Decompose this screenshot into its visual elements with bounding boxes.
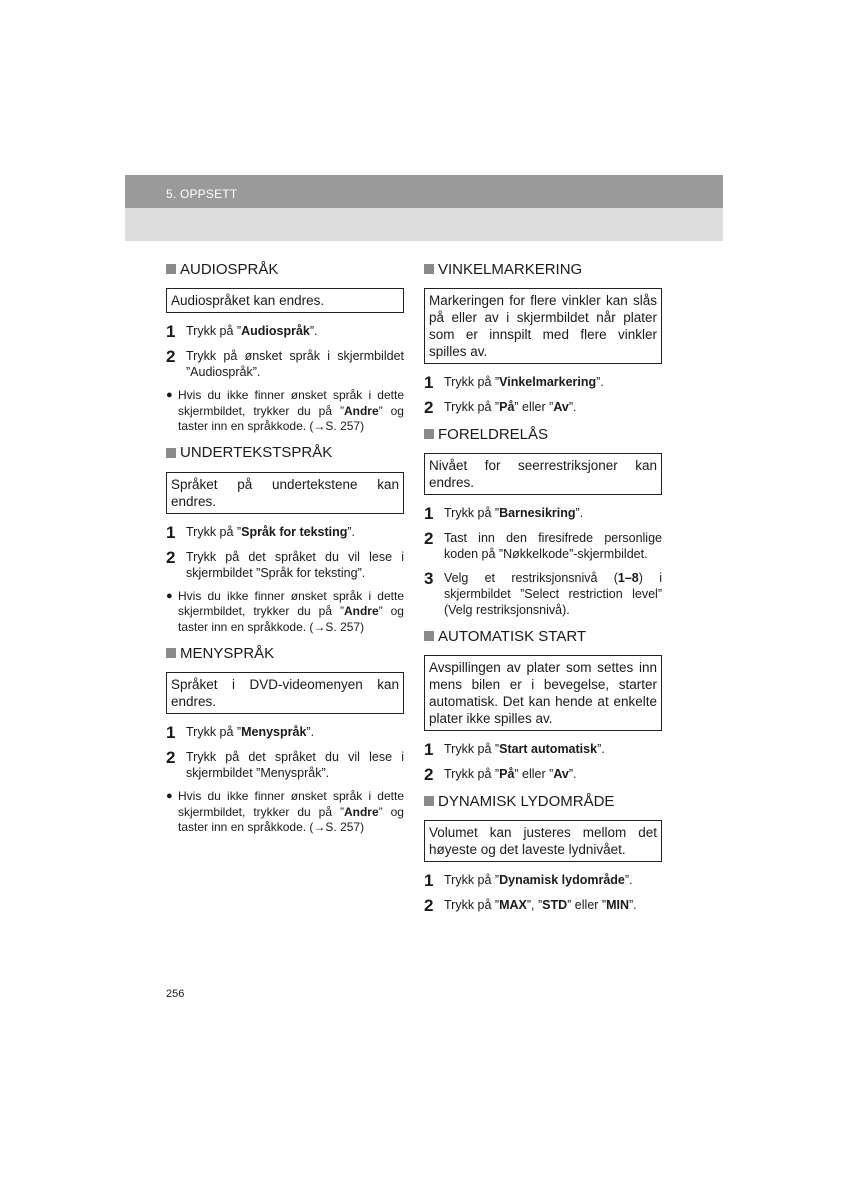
round-bullet-icon: ● [166,790,173,802]
note: ● Hvis du ikke finner ønsket språk i dette skjermbildet, trykker du på ”Andre” og taster inn en språkkode. (→S. 257) [166,789,404,834]
square-bullet-icon [424,796,434,806]
step-1: 1 Trykk på ”Vinkelmarkering”. [424,373,604,392]
chapter-title: 5. OPPSETT [166,187,238,201]
section-heading: DYNAMISK LYDOMRÅDE [424,791,662,811]
square-bullet-icon [424,264,434,274]
section-audio-language [166,259,404,435]
info-box: Avspillingen av plater som settes inn mens bilen er i bevegelse, starter automatisk. Det kan hende at enkelte plater ikke spilles av. [424,655,662,731]
section-parental-lock [424,424,662,618]
section-heading: VINKELMARKERING [424,259,662,279]
step-2: 2 Trykk på ”På” eller ”Av”. [424,398,577,417]
square-bullet-icon [166,448,176,458]
info-box: Språket i DVD-videomenyen kan endres. [166,672,404,714]
left-column [166,259,404,844]
square-bullet-icon [424,631,434,641]
step-3: 3 Velg et restriksjonsnivå (1–8) i skjermbildet ”Select restriction level” (Velg restriksjonsnivå). [424,569,662,617]
section-dynamic-range [424,791,662,914]
step-1: 1 Trykk på ”Menyspråk”. [166,723,315,742]
round-bullet-icon: ● [166,589,173,602]
section-heading: AUDIOSPRÅK [166,259,404,279]
chapter-subheader-band [125,208,723,241]
step-2: 2 Trykk på det språket du vil lese i skjermbildet ”Språk for teksting”. [166,547,404,580]
section-angle-mark [424,259,662,416]
square-bullet-icon [424,429,434,439]
step-2: 2 Trykk på det språket du vil lese i skjermbildet ”Menyspråk”. [166,748,404,780]
step-1: 1 Trykk på ”Audiospråk”. [166,322,318,341]
info-box: Markeringen for flere vinkler kan slås på eller av i skjermbildet når plater som er innspilt med flere vinkler spilles av. [424,288,662,364]
step-1: 1 Trykk på ”Start automatisk”. [424,740,605,759]
info-box: Nivået for seerrestriksjoner kan endres. [424,453,662,495]
right-column [424,259,662,922]
section-heading: FORELDRELÅS [424,424,662,444]
note: ● Hvis du ikke finner ønsket språk i dette skjermbildet, trykker du på ”Andre” og taster inn en språkkode. (→S. 257) [166,388,404,433]
section-heading: AUTOMATISK START [424,626,662,646]
step-2: 2 Trykk på ”På” eller ”Av”. [424,765,577,784]
section-subtitle-language [166,443,404,636]
section-auto-start [424,626,662,783]
page-number: 256 [166,988,185,1000]
square-bullet-icon [166,648,176,658]
step-1: 1 Trykk på ”Barnesikring”. [424,504,584,523]
info-box: Audiospråket kan endres. [166,288,404,313]
note: ● Hvis du ikke finner ønsket språk i dette skjermbildet, trykker du på ”Andre” og taster inn en språkkode. (→S. 257) [166,588,404,634]
section-heading: MENYSPRÅK [166,643,404,663]
step-2: 2 Tast inn den firesifrede personlige koden på ”Nøkkelkode”-skjermbildet. [424,529,662,561]
step-1: 1 Trykk på ”Språk for teksting”. [166,522,356,542]
step-2: 2 Trykk på ”MAX”, ”STD” eller ”MIN”. [424,896,637,915]
step-2: 2 Trykk på ønsket språk i skjermbildet ”Audiospråk”. [166,347,404,379]
step-1: 1 Trykk på ”Dynamisk lydområde”. [424,871,633,890]
round-bullet-icon: ● [166,389,173,401]
section-menu-language [166,643,404,836]
section-heading: UNDERTEKSTSPRÅK [166,443,404,463]
info-box: Språket på undertekstene kan endres. [166,472,404,514]
info-box: Volumet kan justeres mellom det høyeste og det laveste lydnivået. [424,820,662,862]
square-bullet-icon [166,264,176,274]
